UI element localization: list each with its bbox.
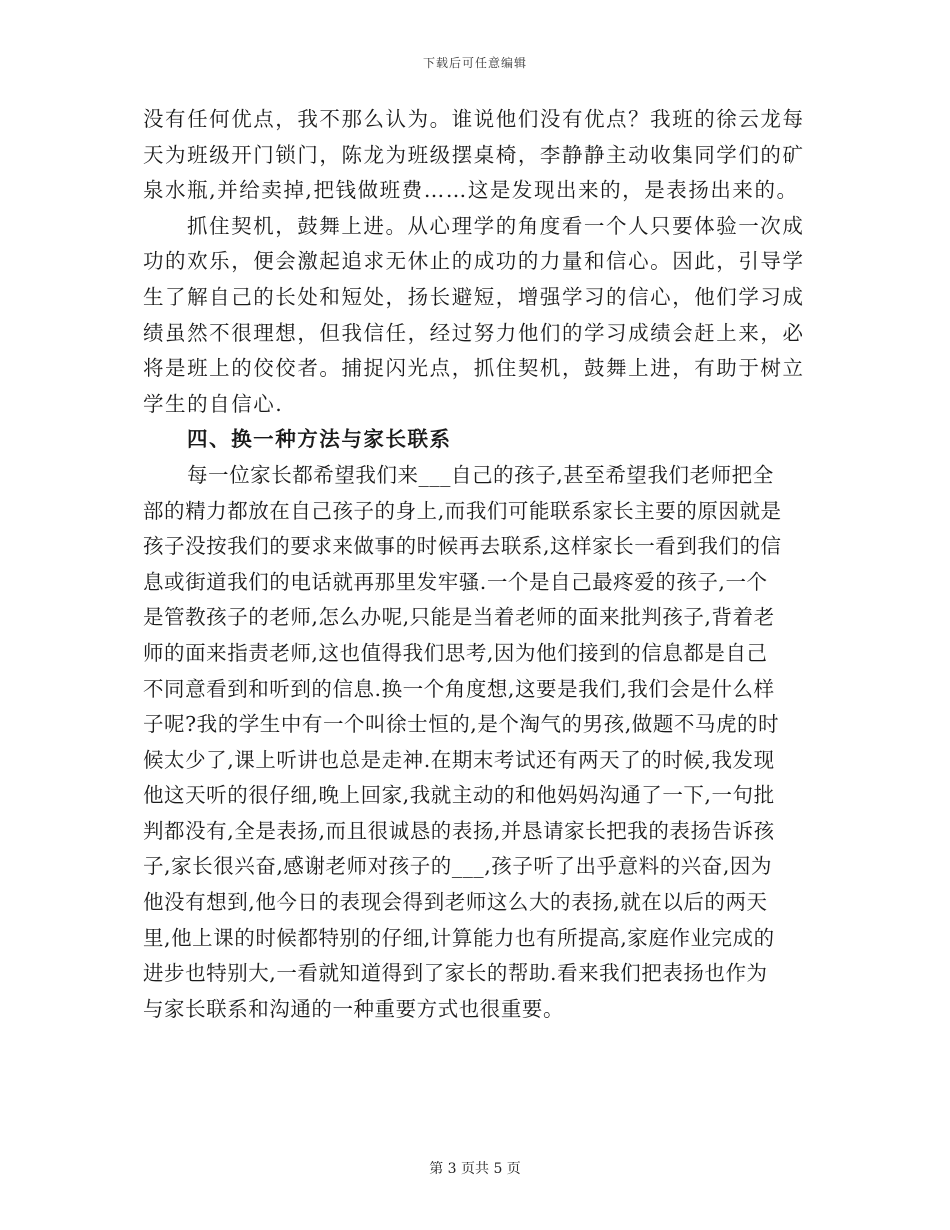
text-line: 是管教孩子的老师,怎么办呢,只能是当着老师的面来批判孩子,背着老 bbox=[143, 605, 775, 630]
text-line: 没有任何优点，我不那么认为。谁说他们没有优点？我班的徐云龙每 bbox=[143, 107, 805, 131]
section-heading: 四、换一种方法与家长联系 bbox=[187, 427, 452, 452]
paragraph-start-line: 每一位家长都希望我们来___自己的孩子,甚至希望我们老师把全 bbox=[187, 462, 774, 487]
text-line: 不同意看到和听到的信息.换一个角度想,这要是我们,我们会是什么样 bbox=[143, 676, 775, 701]
paragraph-start-line: 抓住契机，鼓舞上进。从心理学的角度看一个人只要体验一次成 bbox=[187, 213, 805, 238]
text-line: 子,家长很兴奋,感谢老师对孩子的___,孩子听了出乎意料的兴奋,因为 bbox=[143, 854, 773, 879]
text-line: 里,他上课的时候都特别的仔细,计算能力也有所提高,家庭作业完成的 bbox=[143, 925, 775, 950]
text-line: 判都没有,全是表扬,而且很诚恳的表扬,并恳请家长把我的表扬告诉孩 bbox=[143, 818, 775, 843]
text-line: 孩子没按我们的要求来做事的时候再去联系,这样家长一看到我们的信 bbox=[143, 534, 782, 559]
text-line: 候太少了,课上听讲也总是走神.在期末考试还有两天了的时候,我发现 bbox=[143, 747, 775, 772]
text-line: 与家长联系和沟通的一种重要方式也很重要。 bbox=[143, 996, 564, 1021]
document-body bbox=[143, 102, 808, 1027]
text-line: 将是班上的佼佼者。捕捉闪光点，抓住契机，鼓舞上进，有助于树立 bbox=[143, 356, 805, 381]
text-line: 泉水瓶,并给卖掉,把钱做班费……这是发现出来的，是表扬出来的。 bbox=[143, 178, 799, 203]
text-line: 师的面来指责老师,这也值得我们思考,因为他们接到的信息都是自己 bbox=[143, 640, 768, 665]
text-line: 进步也特别大,一看就知道得到了家长的帮助.看来我们把表扬也作为 bbox=[143, 961, 768, 986]
text-line: 子呢?我的学生中有一个叫徐士恒的,是个淘气的男孩,做题不马虎的时 bbox=[143, 712, 780, 737]
text-line: 他这天听的很仔细,晚上回家,我就主动的和他妈妈沟通了一下,一句批 bbox=[143, 783, 775, 808]
text-line: 学生的自信心. bbox=[143, 391, 284, 416]
text-line: 天为班级开门锁门，陈龙为班级摆桌椅，李静静主动收集同学们的矿 bbox=[143, 142, 805, 167]
page-number-footer: 第 3 页共 5 页 bbox=[429, 1161, 521, 1177]
text-line: 功的欢乐，便会激起追求无休止的成功的力量和信心。因此，引导学 bbox=[143, 249, 805, 274]
text-line: 生了解自己的长处和短处，扬长避短，增强学习的信心，他们学习成 bbox=[143, 284, 805, 309]
text-line: 息或街道我们的电话就再那里发牢骚.一个是自己最疼爱的孩子,一个 bbox=[143, 569, 768, 594]
page-header: 下载后可任意编辑 bbox=[422, 56, 527, 70]
text-line: 绩虽然不很理想，但我信任，经过努力他们的学习成绩会赶上来，必 bbox=[143, 320, 805, 345]
text-line: 他没有想到,他今日的表现会得到老师这么大的表扬,就在以后的两天 bbox=[143, 890, 768, 915]
text-line: 部的精力都放在自己孩子的身上,而我们可能联系家长主要的原因就是 bbox=[143, 498, 782, 523]
